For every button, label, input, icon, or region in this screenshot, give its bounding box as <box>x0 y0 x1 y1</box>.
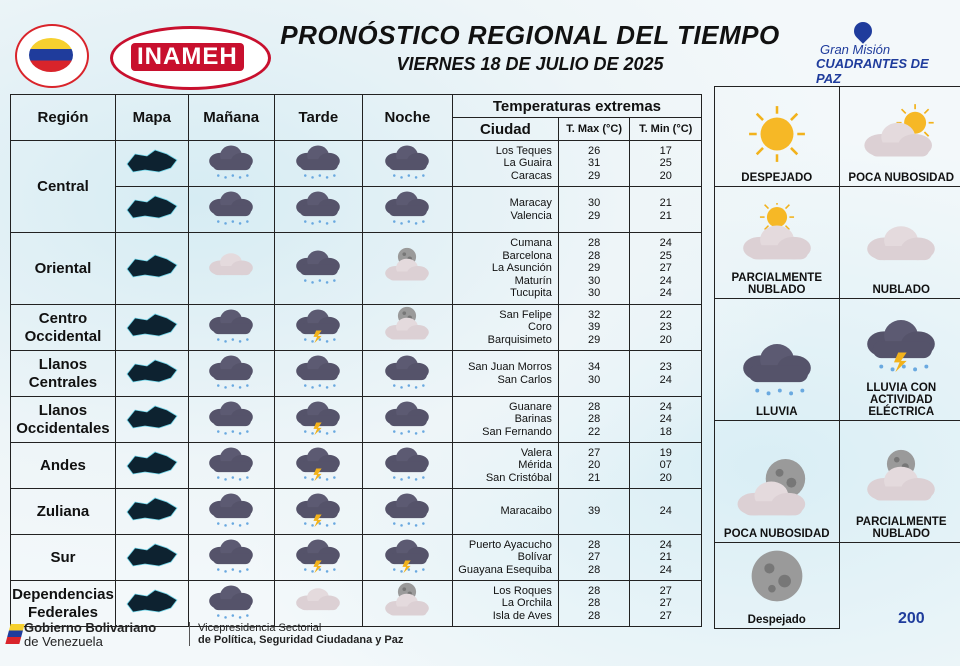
sun-icon <box>717 103 837 168</box>
city-tmax: 28 <box>588 413 601 426</box>
city-tmin: 25 <box>659 157 672 170</box>
forecast-afternoon-cell <box>274 397 362 443</box>
header-city: Ciudad <box>452 118 558 141</box>
city-tmin: 24 <box>659 373 672 386</box>
city-tmax: 34 <box>588 361 601 373</box>
gran-mision-logo <box>810 20 950 86</box>
tmax-cell <box>558 187 630 233</box>
inameh-logo <box>110 26 271 90</box>
city-name: Isla de Aves <box>492 609 552 622</box>
inameh-logo-text: INAMEH <box>131 43 244 71</box>
forecast-morning-cell <box>188 535 274 581</box>
storm-icon <box>290 424 346 441</box>
cities-cell <box>452 535 558 581</box>
map-cell <box>115 535 188 581</box>
cloudy-icon <box>842 215 960 280</box>
legend-label: LLUVIA <box>755 406 798 418</box>
legend-item <box>715 299 840 421</box>
city-tmax: 29 <box>588 262 601 275</box>
tmin-cell <box>630 233 702 305</box>
city-name: Guanare <box>509 400 552 413</box>
city-name: La Orchila <box>501 597 552 610</box>
forecast-afternoon-cell <box>274 443 362 489</box>
city-tmin: 27 <box>659 584 672 597</box>
header-tmin: T. Min (°C) <box>630 118 702 141</box>
table-row <box>11 141 702 187</box>
forecast-night-cell <box>362 141 452 187</box>
header-temps: Temperaturas extremas <box>452 95 701 118</box>
city-tmax: 29 <box>588 169 601 182</box>
city-tmax: 26 <box>588 144 601 157</box>
city-name: Valera <box>520 446 552 459</box>
city-tmin: 20 <box>659 471 672 484</box>
region-map-icon <box>121 492 183 526</box>
city-name: Valencia <box>510 209 552 222</box>
cities-cell <box>452 233 558 305</box>
legend-label: Despejado <box>747 614 806 626</box>
forecast-night-cell <box>362 535 452 581</box>
tmax-cell <box>558 397 630 443</box>
legend-item <box>715 421 840 543</box>
city-tmin: 27 <box>659 262 672 275</box>
city-name: Barquisimeto <box>487 333 552 346</box>
forecast-afternoon-cell <box>274 351 362 397</box>
city-tmin: 18 <box>659 425 672 438</box>
forecast-table <box>10 94 702 627</box>
region-map-icon <box>121 249 183 283</box>
header-night: Noche <box>362 95 452 141</box>
vp-line1: Vicepresidencia Sectorial <box>198 622 322 634</box>
forecast-morning-cell <box>188 351 274 397</box>
forecast-night-cell <box>362 397 452 443</box>
city-tmax: 20 <box>588 459 601 472</box>
city-tmin: 27 <box>659 609 672 622</box>
location-pin-icon <box>850 18 875 43</box>
header-tmax: T. Max (°C) <box>558 118 630 141</box>
city-name: Maracay <box>509 197 552 209</box>
gran-mision-line1: Gran Misión <box>820 42 891 57</box>
city-name: Los Roques <box>493 584 552 597</box>
region-name: Oriental <box>11 233 116 305</box>
city-tmax: 22 <box>588 425 601 438</box>
city-name: Guayana Esequiba <box>458 563 552 576</box>
city-name: Mérida <box>518 459 552 472</box>
tmin-cell <box>630 187 702 233</box>
city-tmax: 27 <box>588 446 601 459</box>
cities-cell <box>452 581 558 627</box>
table-row <box>11 233 702 305</box>
legend-label: PARCIALMENTE NUBLADO <box>731 272 822 296</box>
moon-icon <box>717 545 837 610</box>
city-tmin: 17 <box>659 144 672 157</box>
forecast-afternoon-cell <box>274 233 362 305</box>
bicentennial-number: 200 <box>898 610 925 627</box>
vicepresidency-label <box>189 622 403 646</box>
sun-cloud-big-icon <box>717 203 837 268</box>
city-tmax: 28 <box>588 584 601 597</box>
forecast-afternoon-cell <box>274 489 362 535</box>
city-name: Bolívar <box>517 551 552 564</box>
moon-partly-icon <box>379 273 435 290</box>
tmin-cell <box>630 141 702 187</box>
tmin-cell <box>630 305 702 351</box>
tmin-cell <box>630 489 702 535</box>
forecast-morning-cell <box>188 187 274 233</box>
city-name: Tucupita <box>510 287 552 300</box>
legend-label: PARCIALMENTE NUBLADO <box>855 516 947 540</box>
city-tmin: 21 <box>659 209 672 222</box>
city-tmin: 24 <box>659 413 672 426</box>
flag-icon <box>29 38 73 72</box>
rain-icon <box>203 470 259 487</box>
region-name: Centro Occidental <box>11 305 116 351</box>
city-name: Barinas <box>514 413 552 426</box>
city-tmax: 39 <box>588 505 601 518</box>
city-tmax: 30 <box>588 197 601 209</box>
city-tmax: 39 <box>588 321 601 334</box>
legend-item <box>715 543 840 629</box>
city-name: San Carlos <box>497 373 552 386</box>
city-tmin: 23 <box>659 361 672 373</box>
table-row <box>11 351 702 397</box>
rain-icon <box>717 337 837 402</box>
city-tmax: 29 <box>588 333 601 346</box>
storm-icon <box>379 562 435 579</box>
legend-label: POCA NUBOSIDAD <box>848 172 955 184</box>
cities-cell <box>452 397 558 443</box>
table-row <box>11 443 702 489</box>
tmax-cell <box>558 305 630 351</box>
gran-mision-line2: CUADRANTES DE PAZ <box>816 56 929 86</box>
region-name: Llanos Centrales <box>11 351 116 397</box>
city-tmax: 29 <box>588 209 601 222</box>
tmin-cell <box>630 443 702 489</box>
region-map-icon <box>121 190 183 224</box>
tmax-cell <box>558 581 630 627</box>
city-tmin: 19 <box>659 446 672 459</box>
forecast-morning-cell <box>188 141 274 187</box>
city-tmax: 30 <box>588 274 601 287</box>
legend-item <box>839 87 960 187</box>
rain-icon <box>203 424 259 441</box>
storm-icon <box>290 332 346 349</box>
moon-partly-icon <box>842 447 960 512</box>
moon-cloud-icon <box>717 459 837 524</box>
city-name: Maracaibo <box>500 505 552 518</box>
page-date: VIERNES 18 DE JULIO DE 2025 <box>396 54 664 74</box>
map-cell <box>115 187 188 233</box>
city-name: Maturín <box>514 274 552 287</box>
header-morning: Mañana <box>188 95 274 141</box>
footer <box>14 620 434 654</box>
page-title: PRONÓSTICO REGIONAL DEL TIEMPO <box>280 20 780 50</box>
sun-cloud-icon <box>842 103 960 168</box>
table-row <box>11 535 702 581</box>
tmin-cell <box>630 397 702 443</box>
legend-item <box>839 187 960 299</box>
legend-label: LLUVIA CON ACTIVIDAD ELÉCTRICA <box>866 382 937 418</box>
city-name: San Cristóbal <box>485 471 552 484</box>
tmax-cell <box>558 489 630 535</box>
moon-partly-icon <box>379 332 435 349</box>
tmax-cell <box>558 233 630 305</box>
forecast-night-cell <box>362 443 452 489</box>
forecast-afternoon-cell <box>274 305 362 351</box>
city-tmax: 30 <box>588 287 601 300</box>
city-name: Puerto Ayacucho <box>468 538 552 551</box>
city-tmin: 24 <box>659 563 672 576</box>
table-row <box>11 305 702 351</box>
rain-icon <box>203 562 259 579</box>
forecast-night-cell <box>362 305 452 351</box>
city-name: La Asunción <box>491 262 552 275</box>
rain-icon <box>290 378 346 395</box>
region-map-icon <box>121 400 183 434</box>
rain-icon <box>379 516 435 533</box>
city-tmin: 27 <box>659 597 672 610</box>
forecast-morning-cell <box>188 233 274 305</box>
rain-icon <box>290 214 346 231</box>
forecast-night-cell <box>362 351 452 397</box>
bicentennial-logo <box>892 574 942 658</box>
region-name: Central <box>11 141 116 233</box>
map-cell <box>115 233 188 305</box>
rain-icon <box>379 214 435 231</box>
city-tmax: 28 <box>588 400 601 413</box>
tmin-cell <box>630 351 702 397</box>
rain-icon <box>290 168 346 185</box>
legend-label: NUBLADO <box>872 284 930 296</box>
city-tmin: 24 <box>659 538 672 551</box>
city-tmax: 28 <box>588 563 601 576</box>
city-name: Caracas <box>510 169 552 182</box>
gov-line1: Gobierno Bolivariano <box>24 620 157 635</box>
storm-icon <box>290 470 346 487</box>
region-map-icon <box>121 446 183 480</box>
map-cell <box>115 443 188 489</box>
city-tmin: 24 <box>659 287 672 300</box>
tmax-cell <box>558 535 630 581</box>
gov-line2: de Venezuela <box>24 634 103 649</box>
region-map-icon <box>121 144 183 178</box>
forecast-morning-cell <box>188 305 274 351</box>
rain-icon <box>203 332 259 349</box>
rain-icon <box>203 516 259 533</box>
storm-icon <box>842 313 960 378</box>
city-tmax: 27 <box>588 551 601 564</box>
forecast-night-cell <box>362 489 452 535</box>
region-name: Zuliana <box>11 489 116 535</box>
city-tmin: 24 <box>659 505 672 518</box>
city-name: Los Teques <box>495 144 552 157</box>
header-afternoon: Tarde <box>274 95 362 141</box>
forecast-morning-cell <box>188 397 274 443</box>
city-name: San Felipe <box>499 308 552 321</box>
region-map-icon <box>121 584 183 618</box>
city-tmax: 21 <box>588 471 601 484</box>
legend-item <box>715 87 840 187</box>
table-row <box>11 489 702 535</box>
rain-icon <box>290 273 346 290</box>
rain-icon <box>203 214 259 231</box>
map-cell <box>115 351 188 397</box>
region-map-icon <box>121 538 183 572</box>
city-tmin: 22 <box>659 308 672 321</box>
header-map: Mapa <box>115 95 188 141</box>
storm-icon <box>290 562 346 579</box>
forecast-night-cell <box>362 233 452 305</box>
rain-icon <box>203 168 259 185</box>
cities-cell <box>452 187 558 233</box>
legend-item <box>839 421 960 543</box>
tmax-cell <box>558 351 630 397</box>
forecast-afternoon-cell <box>274 141 362 187</box>
tmax-cell <box>558 443 630 489</box>
map-cell <box>115 305 188 351</box>
forecast-afternoon-cell <box>274 187 362 233</box>
legend-item <box>715 187 840 299</box>
city-tmax: 28 <box>588 249 601 262</box>
table-row <box>11 397 702 443</box>
region-name: Andes <box>11 443 116 489</box>
legend-item <box>839 299 960 421</box>
cities-cell <box>452 141 558 187</box>
region-name: Sur <box>11 535 116 581</box>
city-name: Cumana <box>510 237 552 250</box>
city-tmin: 07 <box>659 459 672 472</box>
rain-icon <box>379 424 435 441</box>
city-name: La Guaira <box>503 157 552 170</box>
city-tmin: 25 <box>659 249 672 262</box>
city-tmax: 28 <box>588 597 601 610</box>
city-name: Coro <box>528 321 552 334</box>
rain-icon <box>379 168 435 185</box>
header-region: Región <box>11 95 116 141</box>
tmax-cell <box>558 141 630 187</box>
legend-label: POCA NUBOSIDAD <box>723 528 830 540</box>
forecast-afternoon-cell <box>274 535 362 581</box>
rain-icon <box>203 378 259 395</box>
city-name: Barcelona <box>502 249 552 262</box>
city-name: San Juan Morros <box>468 361 552 373</box>
city-tmin: 21 <box>659 551 672 564</box>
city-tmin: 24 <box>659 274 672 287</box>
forecast-morning-cell <box>188 489 274 535</box>
city-tmin: 23 <box>659 321 672 334</box>
city-tmin: 20 <box>659 169 672 182</box>
city-tmin: 21 <box>659 197 672 209</box>
tmin-cell <box>630 535 702 581</box>
city-tmax: 28 <box>588 237 601 250</box>
city-tmax: 32 <box>588 308 601 321</box>
map-cell <box>115 489 188 535</box>
cities-cell <box>452 305 558 351</box>
city-tmax: 30 <box>588 373 601 386</box>
city-tmax: 31 <box>588 157 601 170</box>
legend-label: DESPEJADO <box>741 172 813 184</box>
city-tmax: 28 <box>588 538 601 551</box>
rain-icon <box>379 378 435 395</box>
region-name: Dependencias Federales <box>11 581 116 627</box>
region-map-icon <box>121 354 183 388</box>
forecast-morning-cell <box>188 443 274 489</box>
cities-cell <box>452 489 558 535</box>
legend-table <box>714 86 960 629</box>
city-tmin: 24 <box>659 400 672 413</box>
cities-cell <box>452 351 558 397</box>
city-name: San Fernando <box>482 425 552 438</box>
region-name: Llanos Occidentales <box>11 397 116 443</box>
government-seal-logo <box>15 24 89 88</box>
city-tmin: 24 <box>659 237 672 250</box>
city-tmin: 20 <box>659 333 672 346</box>
city-tmax: 28 <box>588 609 601 622</box>
storm-icon <box>290 516 346 533</box>
region-map-icon <box>121 308 183 342</box>
forecast-night-cell <box>362 187 452 233</box>
tmin-cell <box>630 581 702 627</box>
vp-line2: de Política, Seguridad Ciudadana y Paz <box>198 634 404 646</box>
cloudy-icon <box>203 273 259 290</box>
rain-icon <box>379 470 435 487</box>
cities-cell <box>452 443 558 489</box>
map-cell <box>115 141 188 187</box>
map-cell <box>115 397 188 443</box>
